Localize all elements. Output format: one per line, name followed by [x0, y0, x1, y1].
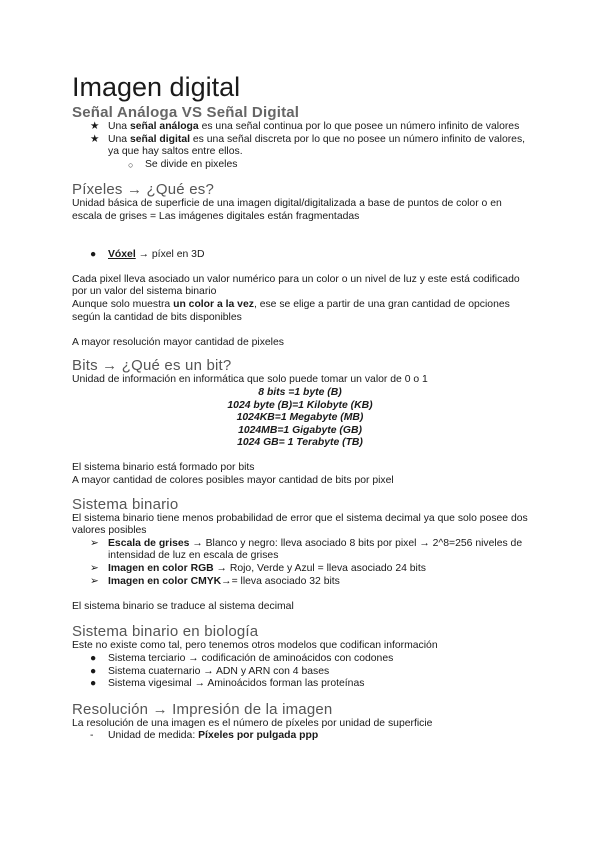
paragraph: Aunque solo muestra un color a la vez, ese se elige a partir de una gran cantidad de opciones según la cantidad de bits disponibles	[72, 298, 510, 323]
bullet-icon: ●	[90, 248, 97, 260]
arrow-icon: ➢	[90, 563, 99, 575]
star-icon: ★	[90, 121, 100, 132]
circle-icon: ○	[128, 159, 134, 170]
list-item: ➢ Imagen en color RGB → Rojo, Verde y Azul = lleva asociado 24 bits	[90, 563, 426, 575]
paragraph: El sistema binario tiene menos probabilidad de error que el sistema decimal ya que solo posee dos valores posibles	[72, 512, 528, 537]
heading-sistema-binario: Sistema binario	[72, 495, 179, 513]
bio-list	[72, 653, 528, 691]
equivalence-line: 1024MB=1 Gigabyte (GB)	[238, 424, 362, 436]
list-item: ★ Una señal digital es una señal discreta por lo que no posee un número infinito de valores, ya que hay saltos entre ellos.	[90, 133, 526, 158]
list-item: - Unidad de medida: Píxeles por pulgada ppp	[90, 730, 319, 742]
heading-senal: Señal Análoga VS Señal Digital	[72, 104, 300, 121]
equivalence-line: 1024KB=1 Megabyte (MB)	[236, 412, 364, 424]
bullet-icon: ●	[90, 678, 97, 690]
arrow-icon: ➢	[90, 575, 99, 587]
list-item: ● Vóxel → píxel en 3D	[90, 248, 205, 260]
paragraph: A mayor resolución mayor cantidad de pixeles	[72, 336, 284, 348]
star-icon: ★	[90, 133, 100, 145]
paragraph: A mayor cantidad de colores posibles mayor cantidad de bits por pixel	[72, 475, 394, 487]
heading-pixeles: Píxeles → ¿Qué es?	[72, 181, 214, 199]
paragraph: El sistema binario está formado por bits	[72, 462, 255, 474]
list-item: ➢ Escala de grises → Blanco y negro: lleva asociado 8 bits por pixel → 2^8=256 niveles de intensidad de luz en escala de grises	[90, 537, 523, 562]
list-item: ● Sistema cuaternario → ADN y ARN con 4 bases	[90, 665, 330, 677]
equivalence-line: 1024 GB= 1 Terabyte (TB)	[237, 437, 363, 449]
list-item: ● Sistema vigesimal → Aminoácidos forman las proteínas	[90, 678, 365, 690]
bullet-icon: ●	[90, 665, 97, 677]
list-item: ● Sistema terciario → codificación de aminoácidos con codones	[90, 653, 394, 664]
list-item: ★ Una señal análoga es una señal continua por lo que posee un número infinito de valores	[90, 121, 520, 132]
paragraph: La resolución de una imagen es el número de píxeles por unidad de superficie	[72, 717, 433, 729]
dash-list	[72, 730, 528, 743]
equivalence-line: 8 bits =1 byte (B)	[258, 386, 342, 398]
list-item: ➢ Imagen en color CMYK→= lleva asociado 32 bits	[90, 575, 340, 587]
dash-icon: -	[90, 730, 94, 742]
voxel-list	[72, 249, 528, 262]
heading-bits: Bits → ¿Qué es un bit?	[72, 357, 232, 375]
arrow-list	[72, 538, 528, 588]
bullet-icon: ●	[90, 653, 97, 664]
paragraph: El sistema binario se traduce al sistema decimal	[72, 600, 294, 612]
heading-resolucion: Resolución → Impresión de la imagen	[72, 700, 333, 718]
heading-biologia: Sistema binario en biología	[72, 623, 259, 641]
page-title: Imagen digital	[72, 72, 241, 102]
arrow-icon: ➢	[90, 537, 99, 549]
equivalence-line: 1024 byte (B)=1 Kilobyte (KB)	[227, 399, 373, 411]
sub-list-item: ○ Se divide en pixeles	[128, 158, 238, 170]
star-list	[72, 121, 528, 171]
paragraph: Unidad de información en informática que solo puede tomar un valor de 0 o 1	[72, 374, 428, 386]
paragraph: Cada pixel lleva asociado un valor numérico para un color o un nivel de luz y este está codificado por un valor del sistema binario	[72, 273, 520, 298]
paragraph: Unidad básica de superficie de una imagen digital/digitalizada a base de puntos de color o en escala de grises = Las imágenes digitales están fragmentadas	[72, 198, 502, 222]
paragraph: Este no existe como tal, pero tenemos otros modelos que codifican información	[72, 640, 438, 652]
